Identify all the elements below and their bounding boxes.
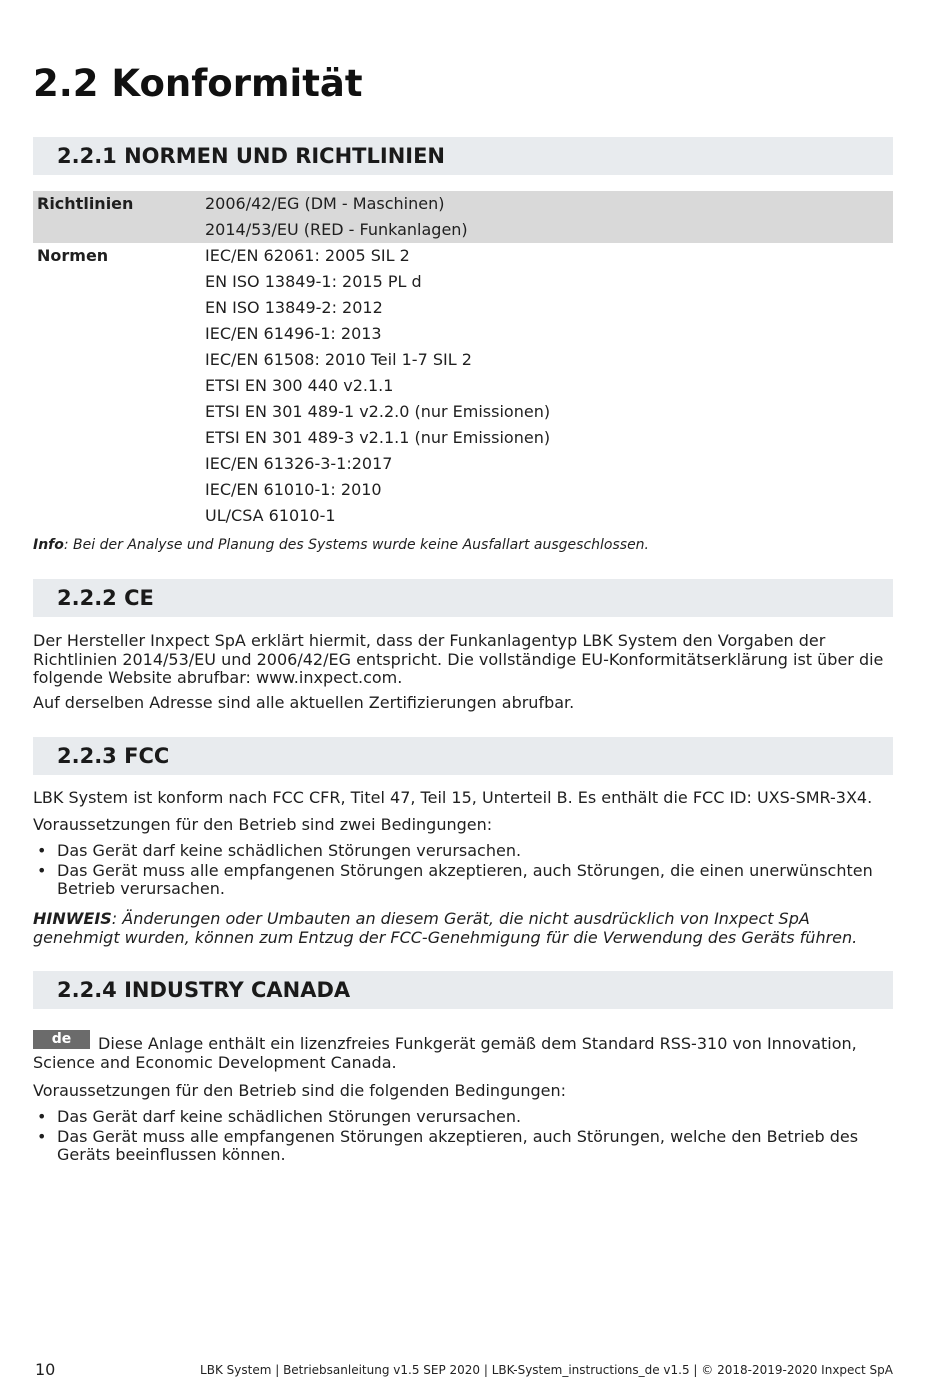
footer-text: LBK System | Betriebsanleitung v1.5 SEP 2020 | LBK-System_instructions_de v1.5 | © 2018-2019-2020 Inxpect SpA <box>200 1363 893 1377</box>
page-number: 10 <box>35 1360 56 1379</box>
richtlinien-label: Richtlinien <box>37 194 134 213</box>
section-heading-canada: 2.2.4 INDUSTRY CANADA <box>33 971 893 1009</box>
richtlinien-row <box>33 191 893 243</box>
canada-paragraph <box>33 1030 895 1072</box>
norm-item: EN ISO 13849-1: 2015 PL d <box>205 272 422 291</box>
ce-paragraph-2: Auf derselben Adresse sind alle aktuellen Zertifizierungen abrufbar. <box>33 693 575 712</box>
hinweis-text: : Änderungen oder Umbauten an diesem Gerät, die nicht ausdrücklich von Inxpect SpA genehmigt wurden, können zum Entzug der FCC-Genehmigung für die Verwendung des Geräts führen. <box>33 909 858 947</box>
fcc-paragraph: LBK System ist konform nach FCC CFR, Titel 47, Teil 15, Unterteil B. Es enthält die FCC ID: UXS-SMR-3X4. <box>33 788 873 807</box>
fcc-hinweis <box>33 910 895 947</box>
list-item-text: Das Gerät muss alle empfangenen Störungen akzeptieren, auch Störungen, welche den Betrieb des Geräts beeinflussen können. <box>57 1126 859 1164</box>
norm-item: IEC/EN 61010-1: 2010 <box>205 480 382 499</box>
bullet-icon: • <box>37 841 47 860</box>
norm-item: IEC/EN 61326-3-1:2017 <box>205 454 393 473</box>
canada-paragraph-text: Diese Anlage enthält ein lizenzfreies Funkgerät gemäß dem Standard RSS-310 von Innovation, Science and Economic Development Canada. <box>33 1034 857 1072</box>
norm-item: ETSI EN 301 489-3 v2.1.1 (nur Emissionen) <box>205 428 551 447</box>
list-item <box>33 862 895 899</box>
list-item <box>33 842 895 861</box>
list-item-text: Das Gerät darf keine schädlichen Störungen verursachen. <box>57 841 522 860</box>
section-heading-ce: 2.2.2 CE <box>33 579 893 617</box>
richtlinie-item: 2014/53/EU (RED - Funkanlagen) <box>205 220 468 239</box>
regulations-table <box>33 191 893 529</box>
norm-item: UL/CSA 61010-1 <box>205 506 336 525</box>
norm-item: ETSI EN 300 440 v2.1.1 <box>205 376 394 395</box>
section-heading-normen: 2.2.1 NORMEN UND RICHTLINIEN <box>33 137 893 175</box>
page-title: 2.2 Konformität <box>33 62 363 105</box>
section-heading-fcc: 2.2.3 FCC <box>33 737 893 775</box>
bullet-icon: • <box>37 1126 47 1146</box>
bullet-icon: • <box>37 1107 47 1126</box>
list-item-text: Das Gerät muss alle empfangenen Störungen akzeptieren, auch Störungen, die einen unerwünschten Betrieb verursachen. <box>57 860 873 898</box>
info-text: : Bei der Analyse und Planung des Systems wurde keine Ausfallart ausgeschlossen. <box>63 537 649 553</box>
list-item <box>33 1128 895 1165</box>
list-item-text: Das Gerät darf keine schädlichen Störungen verursachen. <box>57 1107 522 1126</box>
norm-item: IEC/EN 61496-1: 2013 <box>205 324 382 343</box>
ce-paragraph: Der Hersteller Inxpect SpA erklärt hiermit, dass der Funkanlagentyp LBK System den Vorgaben der Richtlinien 2014/53/EU und 2006/42/EG entspricht. Die vollständige EU-Konformitätserklärung ist über die folgende Website abrufbar: www.inxpect.com. <box>33 631 884 687</box>
norm-item: EN ISO 13849-2: 2012 <box>205 298 383 317</box>
norm-item: IEC/EN 61508: 2010 Teil 1-7 SIL 2 <box>205 350 472 369</box>
hinweis-label: HINWEIS <box>33 909 112 928</box>
fcc-paragraph-2: Voraussetzungen für den Betrieb sind zwei Bedingungen: <box>33 815 493 834</box>
normen-row <box>33 243 893 529</box>
list-item <box>33 1108 895 1127</box>
language-badge: de <box>33 1030 90 1049</box>
norm-item: ETSI EN 301 489-1 v2.2.0 (nur Emissionen) <box>205 402 551 421</box>
info-label: Info <box>33 537 64 553</box>
canada-bullet-list <box>33 1108 895 1166</box>
norm-item: IEC/EN 62061: 2005 SIL 2 <box>205 246 410 265</box>
fcc-bullet-list <box>33 842 895 900</box>
richtlinie-item: 2006/42/EG (DM - Maschinen) <box>205 194 445 213</box>
info-note <box>33 537 649 553</box>
bullet-icon: • <box>37 860 47 880</box>
normen-label: Normen <box>37 246 109 265</box>
canada-paragraph-2: Voraussetzungen für den Betrieb sind die folgenden Bedingungen: <box>33 1081 567 1100</box>
